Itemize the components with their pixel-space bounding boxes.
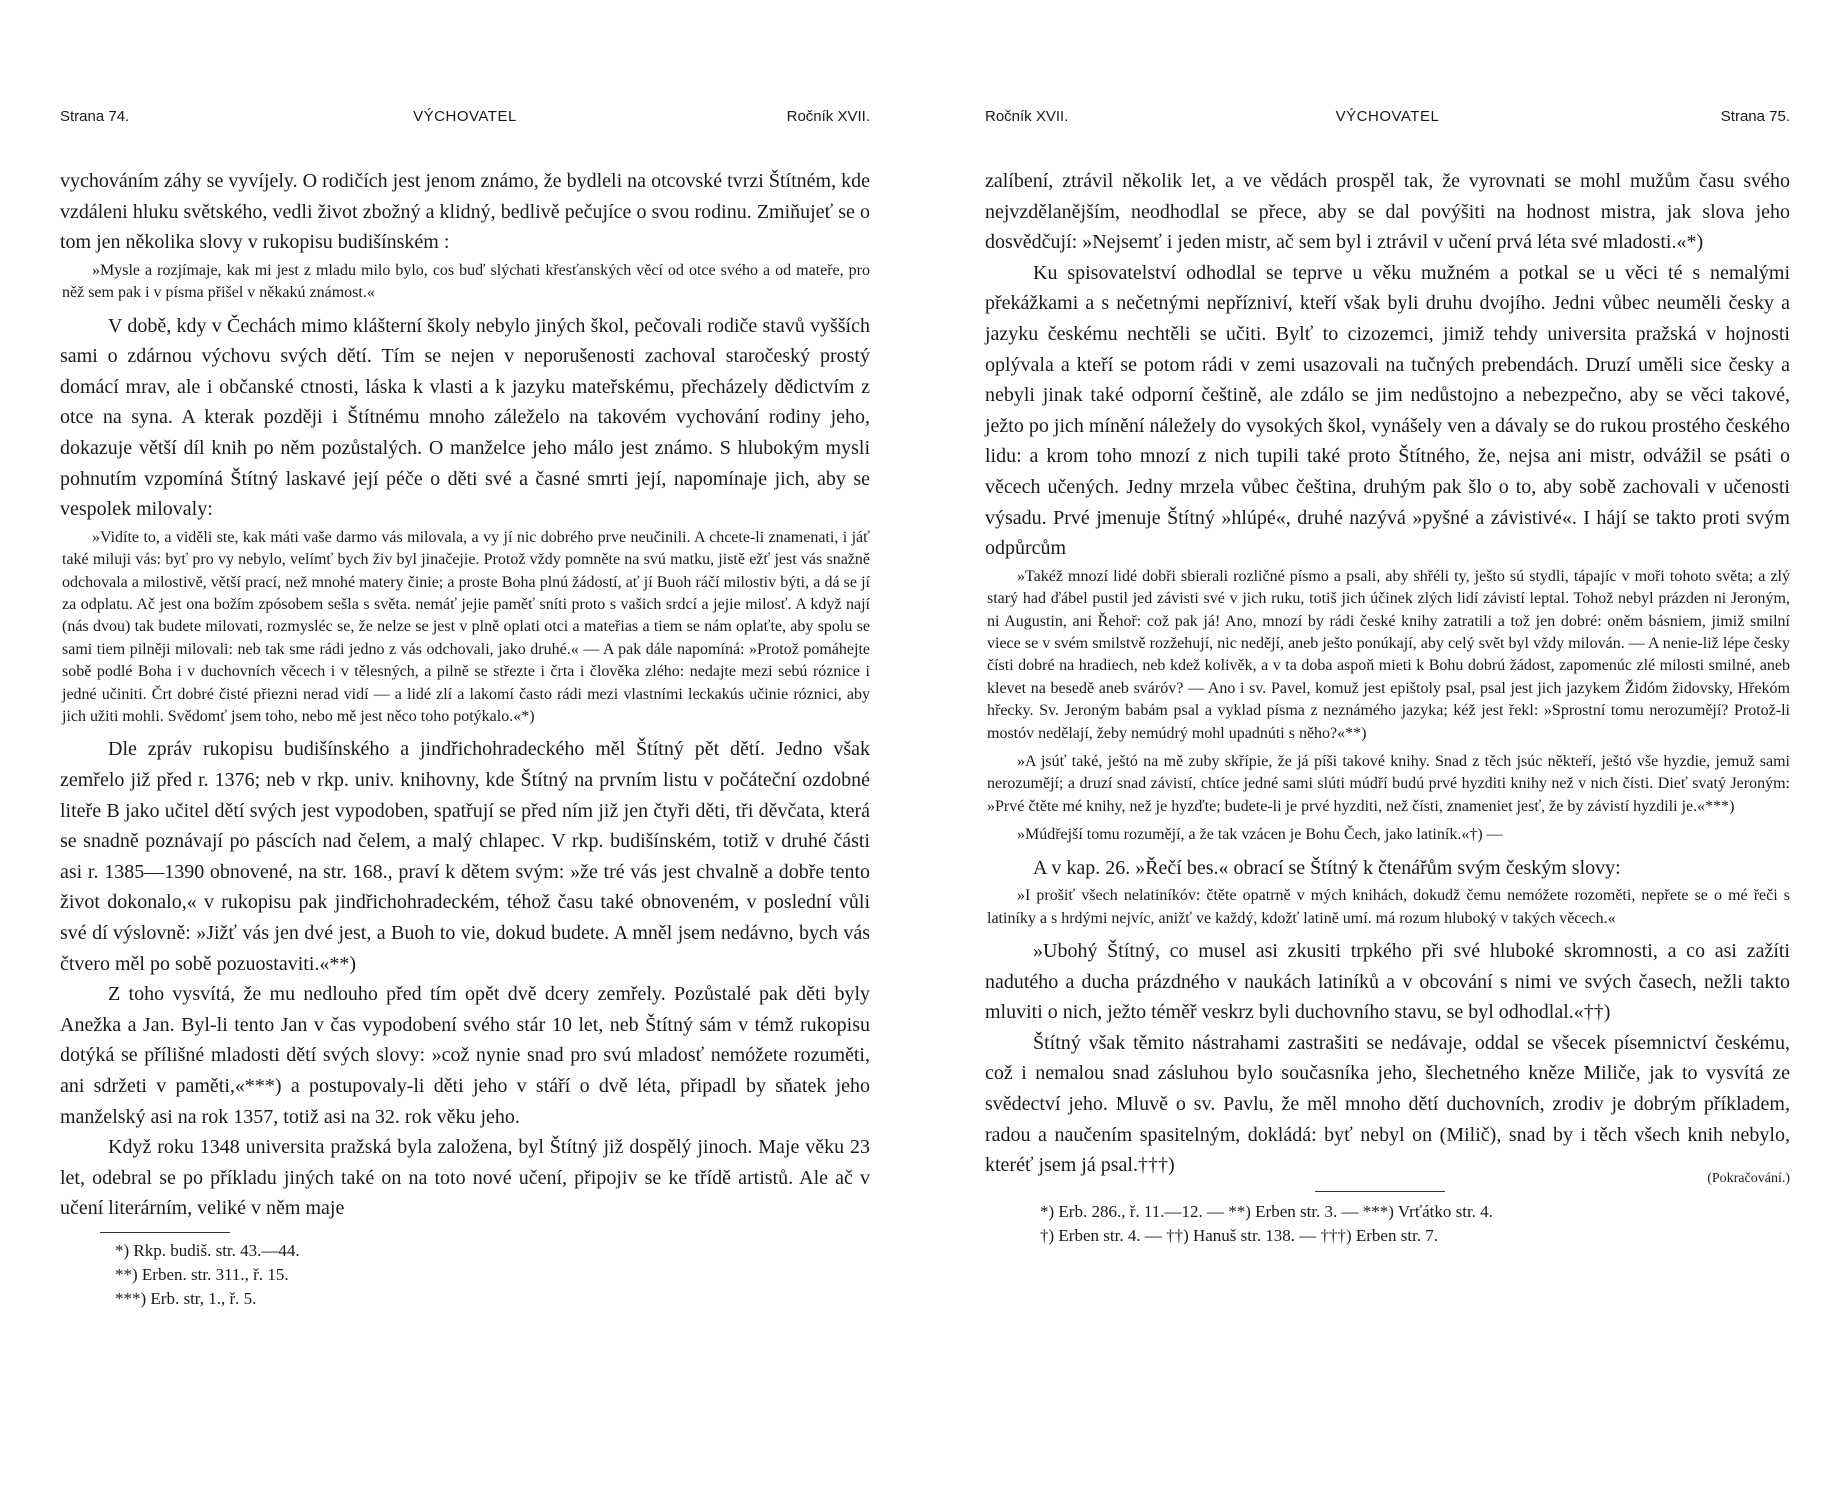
paragraph: V době, kdy v Čechách mimo klášterní školy nebylo jiných škol, pečovali rodiče stavů vyšších sami o zdárnou výchovu svých dětí. Tím se nejen v neporušenosti zachoval staročeský prostý domácí mrav, ale i občanské ctnosti, láska k vlasti a k jazyku mateřskému, přecházely dědictvím z otce na syna. A kterak později i Štítnému mnoho záleželo na takovém vychování rodiny jeho, dokazuje větší díl knih po něm pozůstalých. O manželce jeho málo jest známo. S hlubokým mysli pohnutím vzpomíná Štítný laskavé její péče o děti své a časné smrti její, napomínaje jich, aby se vespolek milovaly: xyxy=(60,314,870,521)
paragraph: Dle zpráv rukopisu budišínského a jindřichohradeckého měl Štítný pět dětí. Jedno však zemřelo již před r. 1376; neb v rkp. univ. knihovny, kde Štítný na prvním listu v počáteční ozdobné liteře B jako učitel dětí svých jest vypodoben, spatřují se před ním již jen čtyři děti, tři děvčata, která se snadně poznávají po páscích nad čelem, a malý chlapec. V rkp. budišínském, totiž v druhé části asi r. 1385—1390 obnovené, na str. 168., praví k dětem svým: »že tré vás jest chvalně a dobře tento život dokonalo,« v rukopisu pak jindřichohradeckém, téhož času také obnoveném, v poslední vůli své dí výslovně: »Jižť vás jen dvé jest, a Buoh to vie, dokud budete. A mněl jsem nedávno, bych vás čtvero měl po sobě pozuostaviti.«**) xyxy=(60,738,870,975)
footnote-divider xyxy=(100,1232,230,1233)
volume-left: Ročník XVII. xyxy=(786,108,870,125)
journal-title-left: VÝCHOVATEL xyxy=(413,108,517,125)
paragraph-text: Štítný však těmito nástrahami zastrašiti se nedávaje, oddal se všecek písemnictví českému, což i nemalou snad zásluhou bylo současníka jeho, šlechetného kněze Miliče, jak to vysvítá ze svědectví jeho. Mluvě o sv. Pavlu, že měl mnoho dětí duchovních, zrodiv je dobrým příkladem, radou a naučením spasitelným, dokládá: byť nebyl on (Milič), snad by i těch všech knih nebylo, kteréť jsem já psal.†††) xyxy=(985,1031,1790,1177)
journal-title-right: VÝCHOVATEL xyxy=(1335,108,1440,125)
footnote: †) Erben str. 4. — ††) Hanuš str. 138. — †††) Erben str. 7. xyxy=(1040,1225,1439,1245)
volume-right: Ročník XVII. xyxy=(985,108,1069,125)
footnote-divider xyxy=(1315,1191,1445,1192)
right-page xyxy=(985,0,1790,1500)
paragraph: zalíbení, ztrávil několik let, a ve vědách prospěl tak, že vyrovnati se mohl mužům času svého nejvzdělanějším, neodhodlal se přece, aby se dal povýšiti na hodnost mistra, jak slova jeho dosvědčují: »Nejsemť i jeden mistr, ač sem byl i ztrávil v učení prvá léta své mladosti.«*) xyxy=(985,170,1790,254)
paragraph: Když roku 1348 universita pražská byla založena, byl Štítný již dospělý jinoch. Maje věku 23 let, odebral se po příkladu jiných také on na toto nové učení, připojiv se ke třídě artistů. Ale ač v učení literárním, veliké v něm maje xyxy=(60,1136,870,1220)
footnote: *) Erb. 286., ř. 11.—12. — **) Erben str. 3. — ***) Vrťátko str. 4. xyxy=(1040,1201,1493,1221)
paragraph: Z toho vysvítá, že mu nedlouho před tím opět dvě dcery zemřely. Pozůstalé pak děti byly Anežka a Jan. Byl-li tento Jan v čas vypodobení svého stár 10 let, neb Štítný sám v témž rukopisu dotýká se přílišné mladosti dětí svých slovy: »což nynie snad pro svú mladosť nemóžete rozuměti, ani sdržeti v paměti,«***) a postupovaly-li děti jeho v stáří o dvě léta, připadl by sňatek jeho manželský asi na rok 1357, totiž asi na 32. rok věku jeho. xyxy=(60,983,870,1128)
paragraph: »Ubohý Štítný, co musel asi zkusiti trpkého při své hluboké skromnosti, a co asi zažíti nadutého a ducha prázdného v naukách latiníků a v obcování s nimi ve svých časech, nežli takto mluviti o nich, ježto téměř veskrz byli duchovního stavu, se byl odhodlal.«††) xyxy=(985,940,1790,1024)
footnote: *) Rkp. budiš. str. 43.—44. xyxy=(115,1240,300,1260)
left-page xyxy=(60,0,870,1500)
paragraph: A v kap. 26. »Řečí bes.« obrací se Štítný k čtenářům svým českým slovy: xyxy=(1033,856,1621,879)
quotation: »Mysle a rozjímaje, kak mi jest z mladu milo bylo, cos buď slýchati křesťanských věcí od otce svého a od mateře, pro něž sem pak i v písma přišel v někakú známost.« xyxy=(62,261,870,302)
continued-note: (Pokračování.) xyxy=(1707,1171,1790,1187)
footnote: ***) Erb. str, 1., ř. 5. xyxy=(115,1288,257,1308)
page-number-left: Strana 74. xyxy=(60,108,130,125)
paragraph xyxy=(985,1028,1790,1187)
right-page-body xyxy=(985,166,1790,1248)
paragraph: vychováním záhy se vyvíjely. O rodičích jest jenom známo, že bydleli na otcovské tvrzi Štítném, kde vzdáleni hluku světského, vedli život zbožný a klidný, bedlivě pečujíce o svou rodinu. Zmiňujeť se o tom jen několika slovy v rukopisu budišínském : xyxy=(60,170,870,254)
quotation: »A jsúť také, ještó na mě zuby skřípie, že já píši takové knihy. Snad z těch jsúc někteří, ještó vše hyzdie, jemuž sami nerozumějí; a druzí snad závistí, chtíce jedné sami slúti múdří budú prvé hyzditi knihy než v nich čísti. Dieť svatý Jeroným: »Prvé čtěte mé knihy, než je hyzďte; budete-li je prvé hyzditi, než čísti, znameniet jesť, že by závistí hyzdili je.«***) xyxy=(987,752,1790,815)
left-page-body xyxy=(60,166,870,1311)
left-running-header xyxy=(60,108,870,130)
footnote: **) Erben. str. 311., ř. 15. xyxy=(115,1264,289,1284)
right-running-header xyxy=(985,108,1790,130)
quotation: »Vidíte to, a viděli ste, kak máti vaše darmo vás milovala, a vy jí nic dobrého prve neučinili. A chcete-li znamenati, i jáť také miluji vás: byť pro vy nebylo, velímť bych živ byl jinačejie. Protož vždy pomněte na svú matku, jistě ežť jest vás snažně odchovala a milostivě, větší prací, než mnohé matery činie; a proste Boha plnú žádostí, ať jí Buoh ráčí milostiv býti, a dá se jí za odplatu. Ač jest ona božím zpósobem sešla s světa. nemáť jejie paměť sníti proto s vašich srdcí a jejie milosť. A když nají (nás dvou) tak budete milovati, rozmysléc se, že nelze se jest v plně oplati otci a mateřias a tiem se nám oplaťte, aby spolu se sami tiem pilněji milovali: neb tak sme rádi jedno z vás odchovali, jako druhé.« — A pak dále napomíná: »Protož pomáhejte sobě podlé Boha i v duchovních věcech i v tělesných, a pilně se střezte i črta i člověka zlého: nedajte mezi sebú róznice i jedné učiniti. Črt dobré čisté přiezni nerad vidí — a lidé zlí a lakomí často rádi mezi vlastními leckakús učinie róznici, aby jich užiti mohli. Svědomť jsem toho, nebo mě jest něco toho potýkalo.«*) xyxy=(62,528,870,725)
paragraph: Ku spisovatelství odhodlal se teprve u věku mužném a potkal se u věci té s nemalými překážkami a s nečetnými nepřízniví, kteří však byli druhu dvojího. Jedni vůbec neuměli česky a jazyku českému nechtěli se učiti. Bylť to cizozemci, jimiž tehdy universita pražská v hojnosti oplývala a kteří se potom rádi v zemi usazovali na tučných prebendách. Druzí uměli sice česky a nebyli jinak také odporní češtině, ale zdálo se jim nedůstojno a nebezpečno, aby se věci takové, ježto po jich mínění náležely do vysokých škol, vynášely ven a dávaly se do rukou prostého českého lidu: a krom toho mnozí z nich tupili také proto Štítného, že, nejsa ani mistr, odvážil se psáti o věcech učených. Jedny mrzela vůbec čeština, druhým pak šlo o to, aby sobě zachovali v učenosti výsadu. Prvé jmenuje Štítný »hlúpé«, druhé nazývá »pyšné a závistivé«. I hájí se takto proti svým odpůrcům xyxy=(985,261,1790,560)
page-number-right: Strana 75. xyxy=(1720,108,1790,125)
quotation: »Takéž mnozí lidé dobři sbierali rozličné písmo a psali, aby shřéli ty, ješto sú stydli, tápajíc v moři tohoto světa; a zlý starý had ďábel pustil jed závisti své v jich ruku, totiš jich účinek zlých lidí závistí leptal. Tohož nebyl prázden ni Jeroným, ni Augustin, ani Řehoř: což pak já! Ano, mnozí by rádi české knihy zatratili a tož jen dobré: oněm básniem, jimiž smilní viece se v svém smilstvě rozžehují, nic nedějí, aneb ješto ponúkají, aby celý svět byl vždy milován. — A nenie-liž lépe česky čísti dobré na hradiech, neb kdež kolivěk, a v ta doba aspoň mieti k Bohu dobrú žádost, zapomenúc zlé milosti smilné, aneb klevet na besedě aneb sváróv? — Ano i sv. Pavel, komuž jest epištoly psal, psal jest jich jazykem Židóm židovsky, Hřekóm hřecky. Sv. Jeroným babám psal a vyklad písma z neznámého jazyka; kéž jest řekl: »Sprostní tomu nerozumějí? Protož-li mostóv nedělají, žeby nemúdrý mohl upadnúti s něho?«**) xyxy=(987,567,1790,742)
quotation: »I prošiť všech nelatiníkóv: čtěte opatrně v mých knihách, dokudž čemu nemóžete rozoměti, nepřete se o mé řeči s latiníky a s hrdými nejvíc, anižť ve každý, kdožť latině umí. má rozum hluboký v takých věcech.« xyxy=(987,887,1790,927)
footnotes-left xyxy=(60,1239,870,1311)
quotation: »Múdřejší tomu rozumějí, a že tak vzácen je Bohu Čech, jako latiník.«†) — xyxy=(1017,826,1503,844)
footnotes-right xyxy=(985,1200,1790,1248)
